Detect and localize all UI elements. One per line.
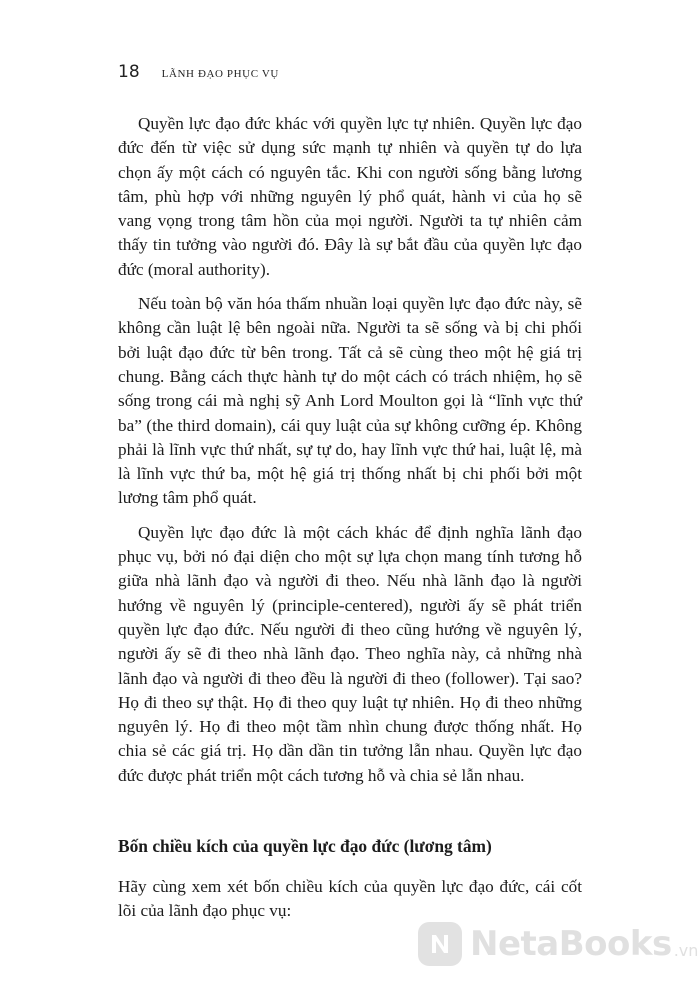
section-intro: Hãy cùng xem xét bốn chiều kích của quyền lực đạo đức, cái cốt lõi của lãnh đạo phục vụ: [118, 877, 582, 921]
page-number: 18 [118, 62, 140, 82]
watermark-suffix: .vn [673, 941, 699, 960]
running-title: LÃNH ĐẠO PHỤC VỤ [161, 68, 279, 80]
watermark-brand: NetaBooks [470, 924, 672, 964]
page-header [118, 62, 279, 82]
watermark [418, 922, 698, 966]
body-paragraph: Nếu toàn bộ văn hóa thấm nhuần loại quyền lực đạo đức này, sẽ không cần luật lệ bên ngoài nữa. Người ta sẽ sống và bị chi phối bởi luật đạo đức từ bên trong. Tất cả sẽ cùng theo một hệ giá trị chung. Bằng cách thực hành tự do một cách có trách nhiệm, họ sẽ sống trong cái mà nghị sỹ Anh Lord Moulton gọi là “lĩnh vực thứ ba” (the third domain), cái quy luật của sự không cưỡng ép. Không phải là lĩnh vực thứ nhất, sự tự do, hay lĩnh vực thứ hai, luật lệ, mà là lĩnh vực thứ ba, một hệ giá trị thống nhất bị chi phối bởi một lương tâm phổ quát. [118, 294, 582, 508]
body-paragraph: Quyền lực đạo đức là một cách khác để định nghĩa lãnh đạo phục vụ, bởi nó đại diện cho một sự lựa chọn mang tính tương hỗ giữa nhà lãnh đạo và người đi theo. Nếu nhà lãnh đạo là người hướng về nguyên lý (principle-centered), người ấy sẽ phát triển quyền lực đạo đức. Nếu người đi theo cũng hướng về nguyên lý, người ấy sẽ đi theo nhà lãnh đạo. Theo nghĩa này, cả những nhà lãnh đạo và người đi theo đều là người đi theo (follower). Tại sao? Họ đi theo sự thật. Họ đi theo quy luật tự nhiên. Họ đi theo những nguyên lý. Họ đi theo một tầm nhìn chung được thống nhất. Họ chia sẻ các giá trị. Họ dần dần tin tưởng lẫn nhau. Quyền lực đạo đức được phát triển một cách tương hỗ và chia sẻ lẫn nhau. [118, 522, 582, 785]
body-paragraph: Quyền lực đạo đức khác với quyền lực tự nhiên. Quyền lực đạo đức đến từ việc sử dụng sức mạnh tự nhiên và quyền tự do lựa chọn ấy một cách có nguyên tắc. Khi con người sống bằng lương tâm, phù hợp với những nguyên lý phổ quát, hành vi của họ sẽ vang vọng trong tâm hồn của mọi người. Người ta tự nhiên cảm thấy tin tưởng vào người đó. Đây là sự bắt đầu của quyền lực đạo đức (moral authority). [118, 114, 582, 279]
section-heading: Bốn chiều kích của quyền lực đạo đức (lương tâm) [118, 836, 492, 857]
page-body [118, 112, 582, 934]
n-logo-icon [418, 922, 462, 966]
